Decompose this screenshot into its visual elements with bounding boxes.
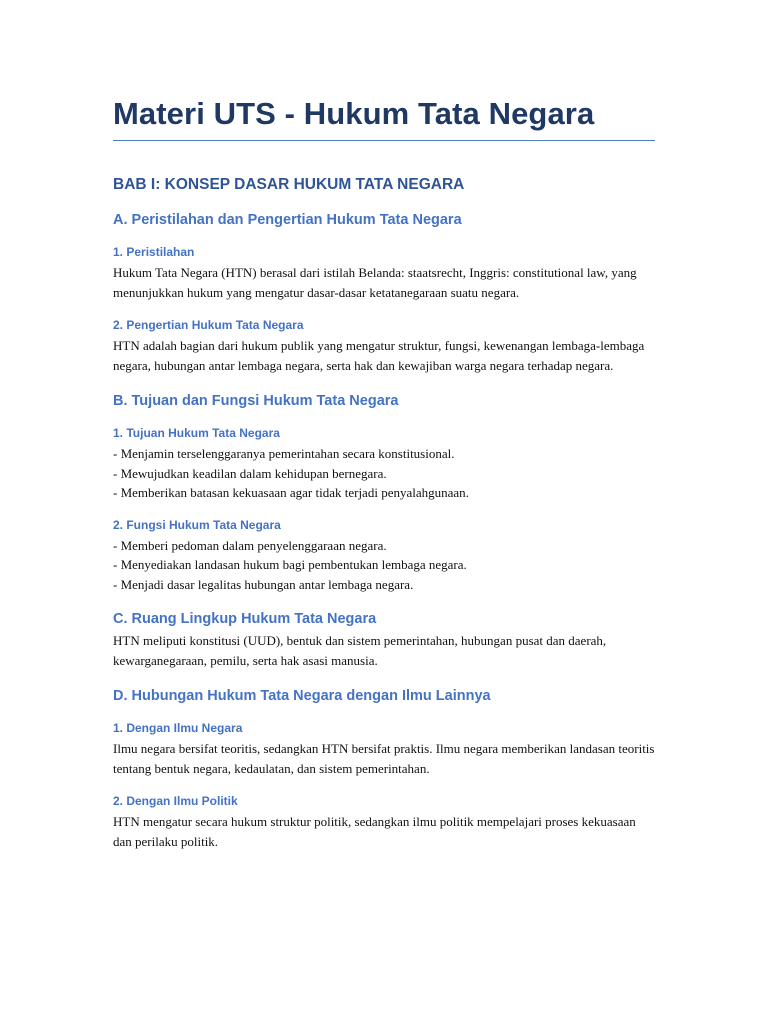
subsection-heading-a2: 2. Pengertian Hukum Tata Negara (113, 318, 304, 332)
document-page (113, 92, 655, 852)
section-heading-b: B. Tujuan dan Fungsi Hukum Tata Negara (113, 393, 399, 409)
paragraph-d2: HTN mengatur secara hukum struktur politik, sedangkan ilmu politik mempelajari proses kekuasaan dan perilaku politik. (113, 814, 636, 849)
subsection-heading-b1: 1. Tujuan Hukum Tata Negara (113, 426, 280, 440)
section-heading-a: A. Peristilahan dan Pengertian Hukum Tata Negara (113, 212, 462, 228)
section-heading-c: C. Ruang Lingkup Hukum Tata Negara (113, 611, 377, 627)
chapter-heading: BAB I: KONSEP DASAR HUKUM TATA NEGARA (113, 176, 465, 193)
list-item: - Menjadi dasar legalitas hubungan antar lembaga negara. (113, 576, 414, 592)
list-item: - Mewujudkan keadilan dalam kehidupan bernegara. (113, 465, 387, 481)
paragraph-d1: Ilmu negara bersifat teoritis, sedangkan HTN bersifat praktis. Ilmu negara memberikan landasan teoritis tentang bentuk negara, kedaulatan, dan sistem pemerintahan. (113, 741, 655, 776)
paragraph-a2: HTN adalah bagian dari hukum publik yang mengatur struktur, fungsi, kewenangan lembaga-lembaga negara, hubungan antar lembaga negara, serta hak dan kewajiban warga negara terhadap negara. (113, 338, 645, 373)
subsection-heading-a1: 1. Peristilahan (113, 245, 195, 259)
list-b1 (113, 444, 655, 503)
list-item: - Memberi pedoman dalam penyelenggaraan negara. (113, 537, 387, 553)
document-title: Materi UTS - Hukum Tata Negara (113, 92, 655, 141)
paragraph-c: HTN meliputi konstitusi (UUD), bentuk dan sistem pemerintahan, hubungan pusat dan daerah, kewarganegaraan, pemilu, serta hak asasi manusia. (113, 633, 607, 668)
paragraph-a1: Hukum Tata Negara (HTN) berasal dari istilah Belanda: staatsrecht, Inggris: constitutional law, yang menunjukkan hukum yang mengatur dasar-dasar ketatanegaraan suatu negara. (113, 265, 637, 300)
subsection-heading-b2: 2. Fungsi Hukum Tata Negara (113, 517, 281, 532)
list-item: - Menyediakan landasan hukum bagi pembentukan lembaga negara. (113, 557, 467, 572)
list-item: - Memberikan batasan kekuasaan agar tidak terjadi penyalahgunaan. (113, 485, 469, 500)
list-item: - Menjamin terselenggaranya pemerintahan secara konstitusional. (113, 446, 455, 461)
subsection-heading-d2: 2. Dengan Ilmu Politik (113, 794, 238, 808)
list-b2 (113, 536, 655, 595)
subsection-heading-d1: 1. Dengan Ilmu Negara (113, 721, 243, 735)
section-heading-d: D. Hubungan Hukum Tata Negara dengan Ilmu Lainnya (113, 688, 491, 704)
